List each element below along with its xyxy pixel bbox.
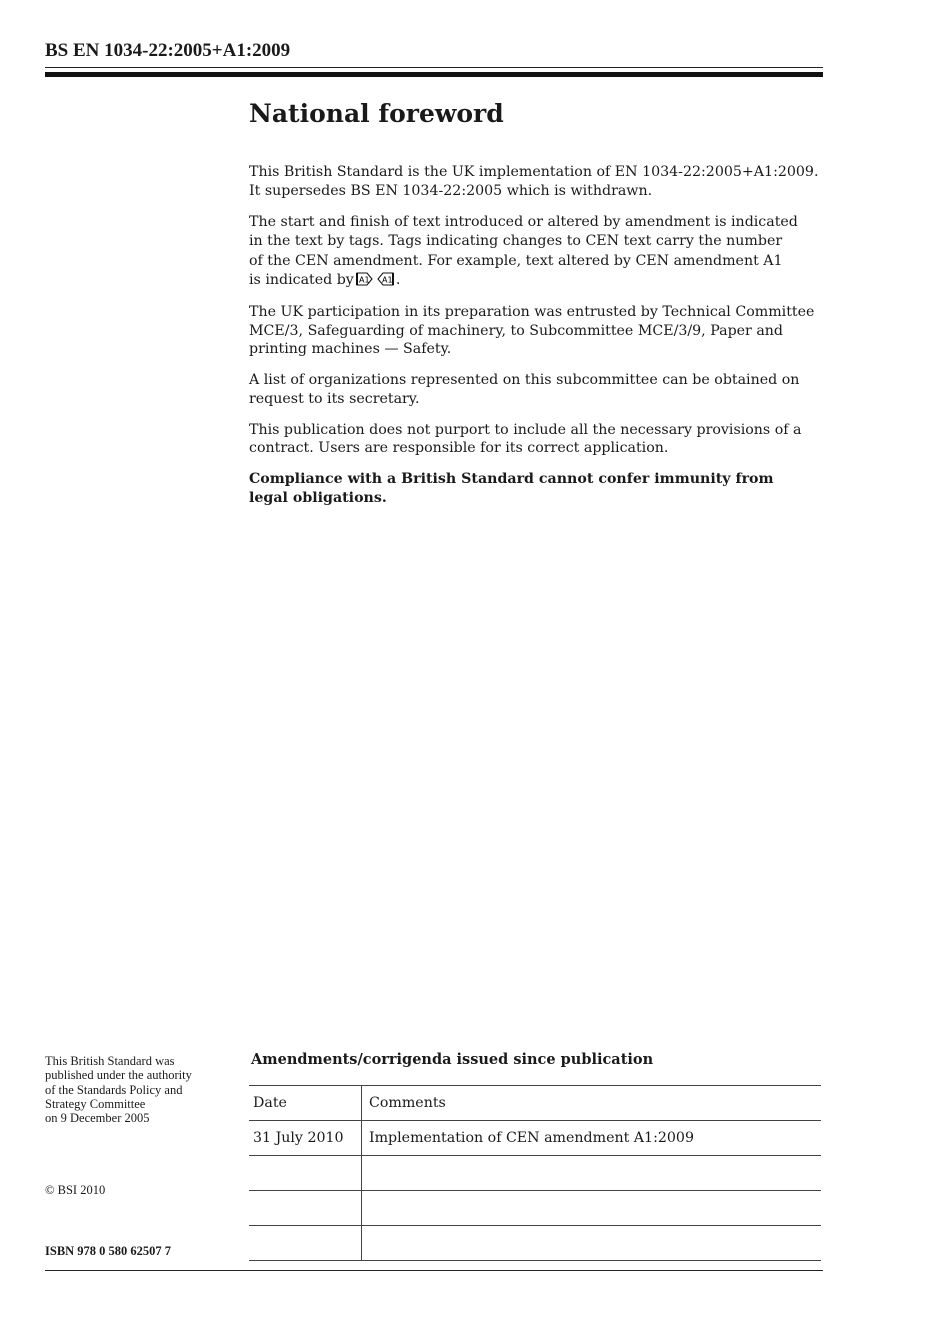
table-row	[249, 1191, 821, 1226]
foreword-body	[249, 163, 829, 520]
text-line: MCE/3, Safeguarding of machinery, to Subcommittee MCE/3/9, Paper and	[249, 322, 784, 339]
text-line: The UK participation in its preparation was entrusted by Technical Committee	[249, 304, 815, 320]
text-line: This publication does not purport to include all the necessary provisions of a	[249, 421, 802, 438]
footer-rule	[45, 1270, 823, 1271]
table-row	[249, 1156, 821, 1191]
header-date: Date	[249, 1086, 362, 1121]
amendment-close-tag-icon	[377, 272, 394, 286]
header-rule-thick	[45, 72, 823, 77]
text-line: The start and finish of text introduced or altered by amendment is indicated	[249, 213, 798, 230]
paragraph-amendment-tags	[249, 213, 829, 291]
isbn: ISBN 978 0 580 62507 7	[45, 1244, 172, 1258]
tag-open-label: A1	[358, 275, 370, 285]
text-line	[249, 271, 829, 291]
standard-code: BS EN 1034-22:2005+A1:2009	[45, 40, 291, 61]
text-line: Compliance with a British Standard cannot confer immunity from	[249, 471, 774, 487]
publication-note	[45, 1054, 235, 1125]
text-line: legal obligations.	[249, 489, 387, 506]
cell-date	[249, 1191, 362, 1226]
text-line: This British Standard is the UK implementation of EN 1034-22:2005+A1:2009.	[249, 164, 819, 180]
table-row	[249, 1226, 821, 1261]
cell-comments	[362, 1191, 822, 1226]
table-row	[249, 1121, 821, 1156]
cell-date: 31 July 2010	[249, 1121, 362, 1156]
table-header-row	[249, 1086, 821, 1121]
paragraph-compliance	[249, 470, 829, 507]
paragraph-implementation	[249, 163, 829, 200]
text-line: A list of organizations represented on this subcommittee can be obtained on	[249, 372, 800, 388]
text-line: It supersedes BS EN 1034-22:2005 which is withdrawn.	[249, 182, 653, 199]
note-line: of the Standards Policy and	[45, 1082, 183, 1097]
text-line: in the text by tags. Tags indicating changes to CEN text carry the number	[249, 233, 783, 249]
amendments-title: Amendments/corrigenda issued since publication	[251, 1051, 654, 1068]
text-line: of the CEN amendment. For example, text altered by CEN amendment A1	[249, 252, 783, 269]
tag-close-label: A1	[381, 275, 393, 285]
amendment-open-tag-icon	[356, 272, 373, 286]
paragraph-organizations	[249, 371, 829, 408]
cell-comments: Implementation of CEN amendment A1:2009	[362, 1121, 822, 1156]
paragraph-provisions	[249, 421, 829, 458]
note-line: This British Standard was	[45, 1054, 175, 1068]
amendments-table	[249, 1085, 821, 1261]
copyright: © BSI 2010	[45, 1183, 106, 1197]
header-comments: Comments	[362, 1086, 822, 1121]
cell-date	[249, 1156, 362, 1191]
page-title: National foreword	[249, 99, 504, 128]
note-line: Strategy Committee	[45, 1096, 146, 1111]
cell-comments	[362, 1226, 822, 1261]
text-line: request to its secretary.	[249, 390, 420, 407]
text-line: printing machines — Safety.	[249, 341, 452, 357]
cell-comments	[362, 1156, 822, 1191]
text-line: contract. Users are responsible for its correct application.	[249, 440, 669, 456]
note-line: published under the authority	[45, 1068, 192, 1083]
header-rule-thin	[45, 67, 823, 68]
paragraph-participation	[249, 303, 829, 359]
cell-date	[249, 1226, 362, 1261]
text-fragment: is indicated by	[249, 272, 354, 288]
text-fragment: .	[395, 272, 401, 288]
note-line: on 9 December 2005	[45, 1111, 150, 1126]
